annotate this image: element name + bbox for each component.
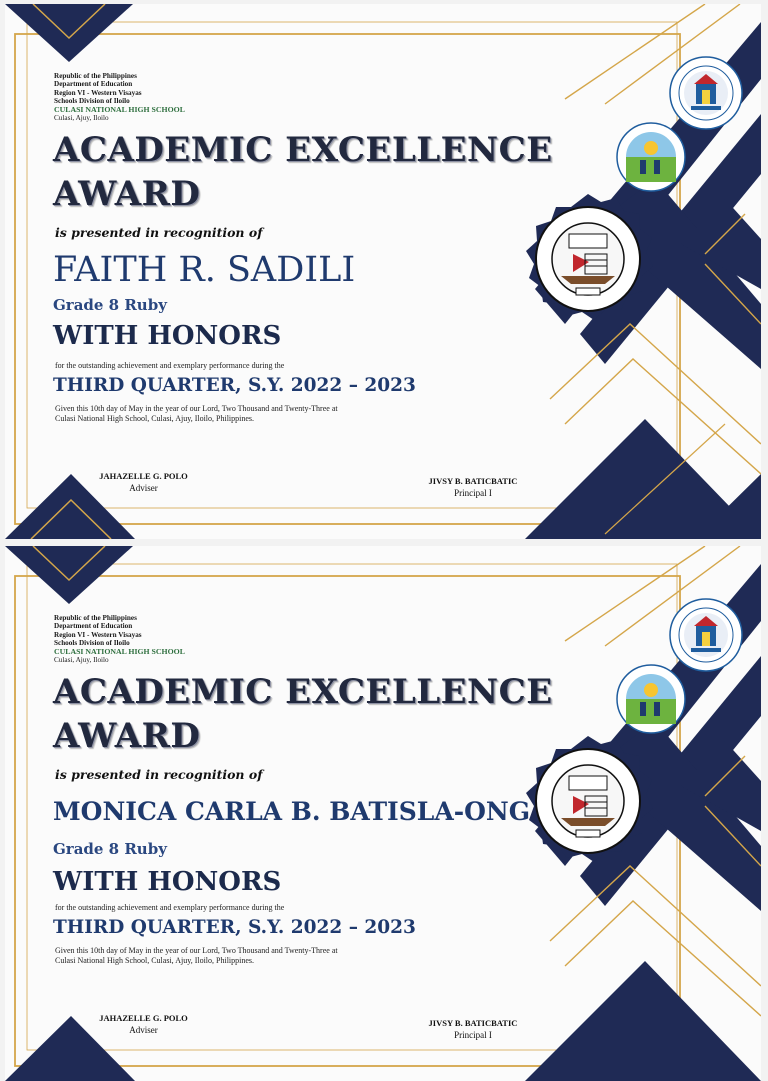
award-title-line-2: AWARD (53, 716, 201, 756)
header-line: Republic of the Philippines (54, 72, 137, 80)
given-line-1: Given this 10th day of May in the year of our Lord, Two Thousand and Twenty-Three at (55, 404, 338, 413)
principal-role: Principal I (454, 488, 492, 498)
certificate-1 (5, 4, 761, 539)
quarter-text: THIRD QUARTER, S.Y. 2022 – 2023 (53, 375, 416, 396)
grade-section: Grade 8 Ruby (53, 296, 167, 314)
school-seal-logo (521, 192, 655, 326)
adviser-name: JAHAZELLE G. POLO (99, 1013, 188, 1023)
adviser-signature (91, 1013, 196, 1035)
quarter-text: THIRD QUARTER, S.Y. 2022 – 2023 (53, 917, 416, 938)
header-line: Department of Education (54, 80, 133, 89)
header-line: Republic of the Philippines (54, 614, 137, 622)
given-line-2: Culasi National High School, Culasi, Ajuy, Iloilo, Philippines. (55, 413, 255, 423)
presented-text: is presented in recognition of (55, 767, 263, 782)
given-line-2: Culasi National High School, Culasi, Ajuy, Iloilo, Philippines. (55, 955, 255, 965)
kagawaran-seal-logo (616, 122, 686, 192)
award-title-line-2: AWARD (53, 174, 201, 214)
header-line: Schools Division of Iloilo (54, 639, 130, 648)
school-name: CULASI NATIONAL HIGH SCHOOL (54, 104, 185, 114)
principal-signature (417, 476, 529, 498)
kagawaran-seal-logo (616, 664, 686, 734)
principal-signature (417, 1018, 529, 1040)
adviser-role: Adviser (129, 483, 158, 493)
honor-level: WITH HONORS (53, 321, 282, 351)
award-title (53, 128, 553, 216)
grade-section: Grade 8 Ruby (53, 840, 167, 858)
adviser-name: JAHAZELLE G. POLO (99, 471, 188, 481)
school-address: Culasi, Ajuy, Iloilo (54, 114, 109, 123)
school-name: CULASI NATIONAL HIGH SCHOOL (54, 646, 185, 656)
given-text (55, 946, 338, 965)
principal-role: Principal I (454, 1030, 492, 1040)
principal-name: JIVSY B. BATICBATIC (428, 476, 518, 486)
award-title (53, 670, 553, 758)
given-line-1: Given this 10th day of May in the year of our Lord, Two Thousand and Twenty-Three at (55, 946, 338, 955)
honor-level: WITH HONORS (53, 867, 282, 897)
achievement-text: for the outstanding achievement and exemplary performance during the (55, 361, 285, 370)
principal-name: JIVSY B. BATICBATIC (428, 1018, 518, 1028)
recipient-name: FAITH R. SADILI (53, 250, 356, 290)
adviser-signature (91, 471, 196, 493)
given-text (55, 404, 338, 423)
deped-seal-logo (669, 56, 743, 130)
header-line: Region VI - Western Visayas (54, 630, 142, 639)
school-address: Culasi, Ajuy, Iloilo (54, 656, 109, 665)
deped-seal-logo (669, 598, 743, 672)
award-title-line-1: ACADEMIC EXCELLENCE (53, 130, 553, 170)
school-seal-logo (521, 734, 655, 868)
achievement-text: for the outstanding achievement and exemplary performance during the (55, 903, 285, 912)
header-line: Schools Division of Iloilo (54, 97, 130, 106)
award-title-line-1: ACADEMIC EXCELLENCE (53, 672, 553, 712)
header-line: Region VI - Western Visayas (54, 88, 142, 97)
header-line: Department of Education (54, 622, 133, 631)
certificate-2 (5, 546, 761, 1081)
recipient-name: MONICA CARLA B. BATISLA-ONG (53, 797, 531, 826)
presented-text: is presented in recognition of (55, 225, 263, 240)
letterhead (54, 614, 185, 664)
letterhead (54, 72, 185, 122)
adviser-role: Adviser (129, 1025, 158, 1035)
